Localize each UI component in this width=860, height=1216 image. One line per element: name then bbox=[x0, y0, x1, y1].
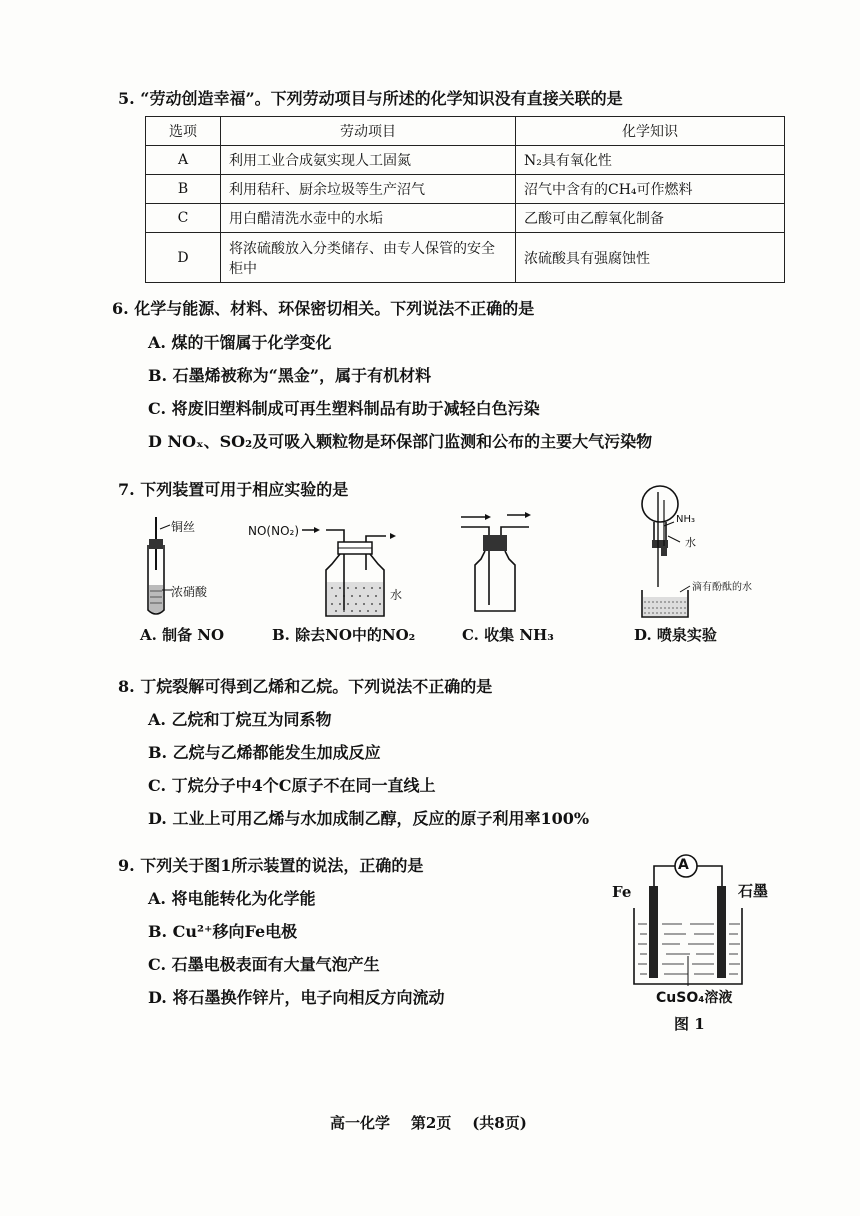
row-project: 用白醋清洗水壶中的水垢 bbox=[221, 204, 516, 233]
page-footer: 高一化学 第2页 (共8页) bbox=[330, 1114, 527, 1132]
label-nh3: NH₃ bbox=[676, 514, 696, 525]
q8-option-a: A. 乙烷和丁烷互为同系物 bbox=[148, 710, 332, 729]
q9-option-b: B. Cu²⁺移向Fe电极 bbox=[148, 922, 298, 941]
table-header-row bbox=[146, 117, 785, 146]
label-conc-nitric: 浓硝酸 bbox=[171, 585, 208, 599]
caption-a: A. 制备 NO bbox=[140, 626, 225, 644]
q9-option-d: D. 将石墨换作锌片，电子向相反方向流动 bbox=[148, 988, 445, 1007]
caption-b: B. 除去NO中的NO₂ bbox=[272, 626, 416, 644]
table-row bbox=[146, 233, 785, 283]
q8-option-c: C. 丁烷分子中4个C原子不在同一直线上 bbox=[148, 776, 436, 795]
q6-option-a: A. 煤的干馏属于化学变化 bbox=[148, 333, 332, 352]
row-project: 利用工业合成氨实现人工固氮 bbox=[221, 146, 516, 175]
table-row bbox=[146, 146, 785, 175]
q6-option-c: C. 将废旧塑料制成可再生塑料制品有助于减轻白色污染 bbox=[148, 399, 540, 418]
header-option: 选项 bbox=[146, 117, 221, 146]
figure-caption: 图 1 bbox=[674, 1015, 705, 1033]
row-option: D bbox=[146, 233, 221, 283]
q5-table bbox=[145, 116, 785, 283]
row-option: B bbox=[146, 175, 221, 204]
q9-stem: 9. 下列关于图1所示装置的说法，正确的是 bbox=[118, 856, 424, 875]
q9-option-c: C. 石墨电极表面有大量气泡产生 bbox=[148, 955, 380, 974]
row-knowledge: 浓硫酸具有强腐蚀性 bbox=[516, 233, 785, 283]
q7-stem: 7. 下列装置可用于相应实验的是 bbox=[118, 480, 349, 499]
table-row bbox=[146, 204, 785, 233]
q6-stem: 6. 化学与能源、材料、环保密切相关。下列说法不正确的是 bbox=[112, 299, 535, 318]
q8-stem: 8. 丁烷裂解可得到乙烯和乙烷。下列说法不正确的是 bbox=[118, 677, 493, 696]
q8-option-b: B. 乙烷与乙烯都能发生加成反应 bbox=[148, 743, 381, 762]
label-phenol-water: 滴有酚酞的水 bbox=[692, 582, 752, 593]
label-water-2: 水 bbox=[685, 536, 696, 549]
q8-option-d: D. 工业上可用乙烯与水加成制乙醇，反应的原子利用率100% bbox=[148, 809, 590, 828]
apparatus-c-diagram bbox=[455, 505, 545, 620]
caption-c: C. 收集 NH₃ bbox=[462, 626, 554, 644]
table-row bbox=[146, 175, 785, 204]
figure-1-cell-diagram bbox=[630, 852, 760, 987]
label-copper-wire: 铜丝 bbox=[171, 520, 196, 534]
q6-option-d: D NOₓ、SO₂及可吸入颗粒物是环保部门监测和公布的主要大气污染物 bbox=[148, 432, 653, 451]
solution-label: CuSO₄溶液 bbox=[656, 990, 733, 1006]
label-water: 水 bbox=[390, 588, 403, 602]
row-project: 利用秸秆、厨余垃圾等生产沼气 bbox=[221, 175, 516, 204]
fe-electrode-label: Fe bbox=[612, 883, 632, 901]
caption-d: D. 喷泉实验 bbox=[634, 626, 717, 644]
apparatus-d-diagram bbox=[630, 482, 720, 622]
row-option: A bbox=[146, 146, 221, 175]
q6-option-b: B. 石墨烯被称为“黑金”，属于有机材料 bbox=[148, 366, 432, 385]
label-gas-in: NO(NO₂) bbox=[248, 524, 300, 538]
q5-stem: 5. “劳动创造幸福”。下列劳动项目与所述的化学知识没有直接关联的是 bbox=[118, 89, 623, 108]
row-knowledge: 沼气中含有的CH₄可作燃料 bbox=[516, 175, 785, 204]
row-knowledge: N₂具有氧化性 bbox=[516, 146, 785, 175]
header-knowledge: 化学知识 bbox=[516, 117, 785, 146]
row-knowledge: 乙酸可由乙醇氧化制备 bbox=[516, 204, 785, 233]
q9-option-a: A. 将电能转化为化学能 bbox=[148, 889, 316, 908]
ammeter-label: A bbox=[678, 857, 689, 873]
graphite-electrode-label: 石墨 bbox=[738, 882, 769, 900]
row-option: C bbox=[146, 204, 221, 233]
header-project: 劳动项目 bbox=[221, 117, 516, 146]
row-project: 将浓硫酸放入分类储存、由专人保管的安全柜中 bbox=[221, 233, 516, 283]
